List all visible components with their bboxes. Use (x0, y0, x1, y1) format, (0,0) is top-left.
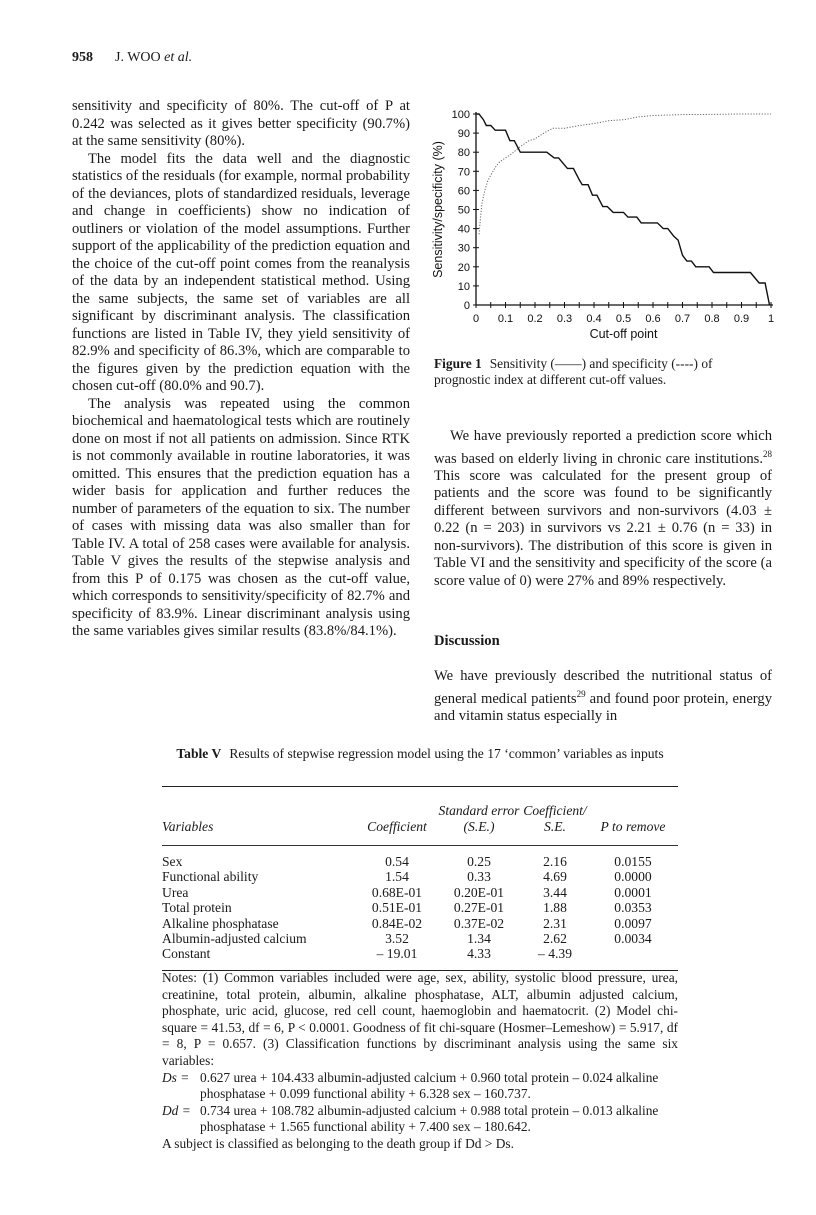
y-tick-label: 0 (463, 300, 470, 312)
cell-value: 1.88 (543, 900, 567, 916)
cell-value: 0.68E-01 (371, 884, 423, 900)
column-header: Variables (162, 787, 358, 846)
column-header: Standard error (S.E.) (436, 787, 522, 846)
page-number: 958 (72, 50, 93, 65)
y-tick-label: 90 (457, 128, 470, 141)
equation-dd (162, 1103, 678, 1136)
table-row (162, 900, 678, 915)
variable-name: Constant (162, 946, 358, 970)
equation-body: 0.627 urea + 104.433 albumin-adjusted calcium + 0.960 total protein – 0.024 alkaline phosphatase + 0.099 functional ability + 6.328 sex – 160.737. (200, 1069, 659, 1102)
cell-value: 0.0155 (614, 854, 652, 869)
cell-value: 1.54 (385, 869, 409, 885)
cell-value: 2.31 (543, 915, 567, 931)
figure-1-chart (420, 100, 810, 350)
cell-value: 4.33 (436, 946, 522, 970)
column-header: Coefficient/ S.E. (522, 787, 588, 846)
variable-name: Urea (162, 884, 189, 900)
specificity-line (479, 114, 771, 234)
running-title: J. WOO (115, 50, 161, 65)
sensitivity-specificity-plot (420, 100, 810, 350)
variable-name: Albumin-adjusted calcium (162, 931, 307, 947)
x-tick-label: 0 (472, 313, 480, 325)
figure-label: Figure 1 (434, 356, 482, 371)
column-header: Coefficient (358, 787, 436, 846)
discussion-paragraph: We have previously described the nutritional status of general medical patients$^{29}$ and found poor protein, energy and vitamin status especially in (434, 668, 772, 724)
cell-value: 0.37E-02 (453, 915, 505, 931)
cell-value: 0.0034 (614, 931, 652, 947)
table-row (162, 916, 678, 931)
cell-value: 0.0353 (614, 900, 652, 916)
cell-value: 0.0000 (614, 869, 652, 885)
paragraph: We have previously reported a prediction score which was based on elderly living in chronic care institutions.$^{28}$ This score was calculated for the present group of patients and the score was found to be significantly different between survivors and non-survivors (4.03 ± 0.22 (n = 203) in survivors vs 2.21 ± 0.76 (n = 33) in non-survivors). The distribution of this score is given in Table VI and the sensitivity and specificity of the score (a score value of 0) were 27% and 89% respectively. (434, 428, 772, 589)
y-tick-label: 80 (457, 147, 470, 160)
reference-29: 29 (576, 688, 586, 699)
table-notes (162, 970, 678, 1153)
figure-caption (434, 356, 772, 388)
cell-value: 0.27E-01 (453, 900, 505, 916)
cell-value: 4.69 (543, 869, 567, 885)
sensitivity-line (476, 114, 770, 305)
variable-name: Total protein (162, 900, 232, 916)
y-tick-label: 50 (457, 204, 470, 217)
cell-value: 0.0001 (614, 884, 652, 900)
cell-value: 0.33 (467, 869, 491, 885)
cell-value: 0.51E-01 (371, 900, 423, 916)
cell-value: 3.52 (385, 931, 409, 947)
paragraph: sensitivity and specificity of 80%. The cut-off of P at 0.242 was selected as it gives better specificity (90.7%) at the same sensitivity (80%). (72, 98, 410, 149)
cell-value: 3.44 (543, 884, 567, 900)
equation-ds (162, 1070, 678, 1103)
paragraph: The model fits the data well and the diagnostic statistics of the residuals (for example, normal probability of the deviances, plots of standardized residuals, leverage and change in coefficients) show no indication of outliners or violation of the model assumptions. Further support of the applicability of the prediction equation and the choice of the cut-off point comes from the reanalysis of the data by an independent statistical method. Using the same subjects, the same set of variables are all significant by discriminant analysis. The classification functions are listed in Table IV, they yield sensitivity of 82.9% and specificity of 86.3%, which are comparable to the figures given by the prediction equation with the chosen cut-off (80.0% and 90.7). (72, 150, 411, 394)
x-tick-label: 0.3 (556, 313, 573, 325)
section-heading-discussion: Discussion (434, 633, 500, 649)
x-tick-label: 0.9 (733, 313, 750, 325)
y-tick-label: 30 (457, 242, 470, 255)
variable-name: Alkaline phosphatase (162, 915, 279, 931)
cell-value: 1.34 (467, 931, 491, 947)
table-v (162, 786, 678, 971)
x-axis-label: Cut-off point (589, 327, 658, 341)
y-tick-label: 20 (457, 261, 470, 274)
x-tick-label: 0.5 (615, 313, 632, 325)
cell-value: 2.16 (543, 854, 567, 869)
figure-caption-text: Sensitivity (——) and specificity (----) of prognostic index at different cut-off values. (434, 356, 713, 387)
equation-label: Ds = (162, 1069, 190, 1085)
table-row (162, 946, 678, 970)
y-tick-label: 40 (457, 223, 470, 236)
x-tick-label: 0.8 (704, 313, 720, 325)
y-tick-label: 70 (457, 166, 470, 179)
table-row (162, 846, 678, 870)
cell-value: – 19.01 (358, 946, 436, 970)
left-column (72, 98, 410, 641)
cell-value: 0.25 (467, 854, 491, 869)
equation-body: 0.734 urea + 108.782 albumin-adjusted calcium + 0.988 total protein – 0.013 alkaline phosphatase + 1.565 functional ability + 7.400 sex – 180.642. (200, 1102, 659, 1135)
equation-label: Dd = (162, 1102, 191, 1118)
cell-value: – 4.39 (522, 946, 588, 970)
table-title-text: Results of stepwise regression model using the 17 ‘common’ variables as inputs (229, 746, 664, 761)
variable-name: Functional ability (162, 869, 259, 885)
cell-value: 2.62 (543, 931, 567, 947)
y-tick-label: 60 (457, 185, 470, 198)
y-tick-label: 100 (451, 109, 470, 121)
running-title-etal: et al. (164, 50, 193, 65)
x-tick-label: 0.6 (645, 313, 661, 325)
regression-table (162, 786, 678, 971)
cell-value: 0.20E-01 (453, 884, 505, 900)
x-tick-label: 0.2 (527, 313, 543, 325)
table-row (162, 869, 678, 884)
reference-28: 28 (763, 448, 772, 459)
x-tick-label: 0.7 (674, 313, 691, 325)
x-tick-label: 1 (767, 313, 775, 325)
y-tick-label: 10 (457, 280, 470, 293)
table-row (162, 931, 678, 946)
table-label: Table V (176, 746, 222, 761)
notes-text: Notes: (1) Common variables included were age, sex, ability, systolic blood pressure, urea, creatinine, total protein, albumin, alkaline phosphatase, ALT, albumin adjusted calcium, phosphate, uric acid, glucose, red cell count, haemoglobin and haematocrit. (2) Model chi-square = 41.53, df = 6, P < 0.0001. Goodness of fit chi-square (Hosmer–Lemeshow) = 5.917, df = 8, P = 0.657. (3) Classification functions by discriminant analysis using the same six variables: (162, 970, 678, 1068)
column-header: P to remove (588, 787, 678, 846)
running-header (72, 50, 192, 66)
paragraph: The analysis was repeated using the common biochemical and haematological tests which are routinely done on most if not all patients on admission. Since RTK is not commonly available in routine laboratories, it was omitted. This ensures that the prediction equation has a wider basis for application and further reduces the number of parameters of the equation to six. The number of cases with missing data was also smaller than for Table IV. A total of 258 cases were available for analysis. Table V gives the results of the stepwise analysis and from this P of 0.175 was chosen as the cut-off value, which corresponds to sensitivity/specificity of 82.7% and specificity of 83.9%. Linear discriminant analysis using the same variables gives similar results (83.8%/84.1%). (72, 395, 410, 639)
y-axis-label: Sensitivity/specificity (%) (431, 141, 445, 278)
variable-name: Sex (162, 854, 183, 869)
x-tick-label: 0.4 (586, 313, 602, 325)
table-title (162, 745, 678, 762)
cell-value: 0.0097 (614, 915, 652, 931)
right-column (434, 428, 772, 590)
cell-value: 0.54 (385, 854, 409, 869)
cell-value (588, 946, 678, 970)
cell-value: 0.84E-02 (371, 915, 423, 931)
table-row (162, 885, 678, 900)
classification-rule: A subject is classified as belonging to the death group if Dd > Ds. (162, 1135, 514, 1151)
x-tick-label: 0.1 (497, 313, 514, 325)
